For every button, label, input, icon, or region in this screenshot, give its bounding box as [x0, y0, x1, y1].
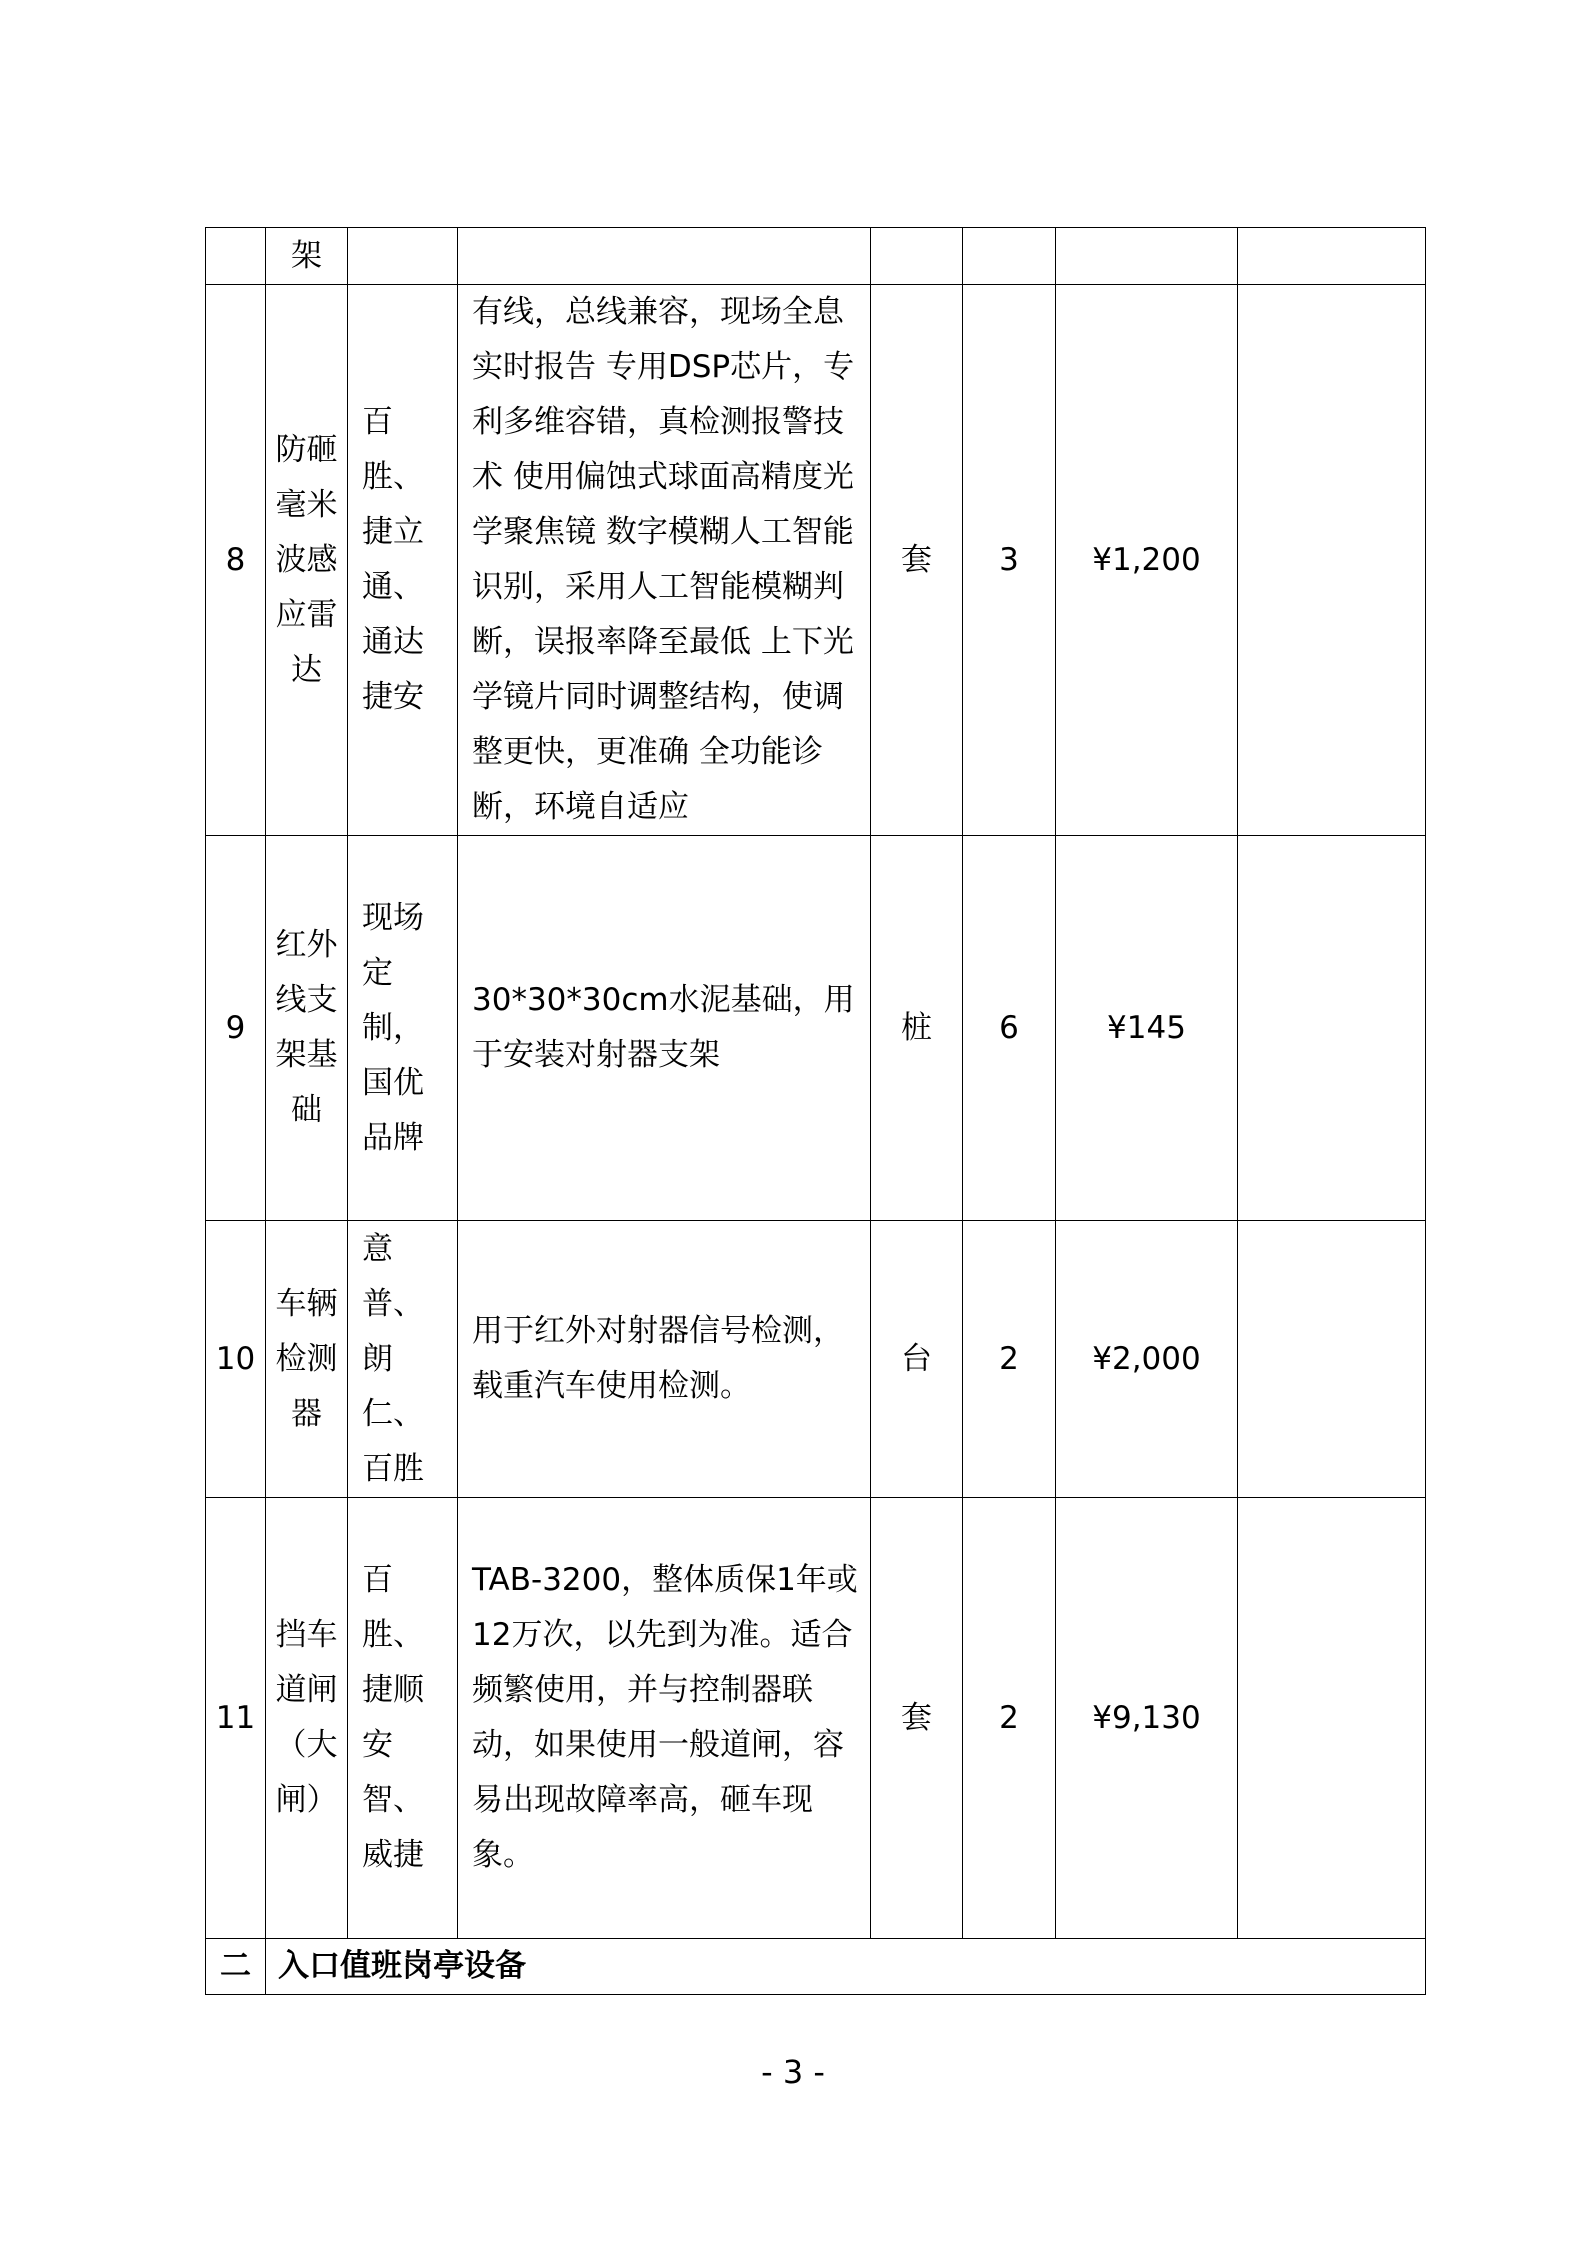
row-brand: 百胜、捷顺安智、威捷	[348, 1498, 458, 1939]
row-brand	[348, 228, 458, 285]
row-qty: 3	[963, 285, 1056, 836]
section-row	[206, 1939, 1426, 1995]
section-title: 入口值班岗亭设备	[266, 1939, 1426, 1995]
row-unit	[871, 228, 963, 285]
page-number: - 3 -	[761, 2053, 825, 2091]
row-remark	[1238, 1221, 1426, 1498]
row-price: ¥1,200	[1056, 285, 1238, 836]
row-qty: 2	[963, 1498, 1056, 1939]
section-number: 二	[206, 1939, 266, 1995]
quote-table	[205, 227, 1426, 1995]
row-spec: 30*30*30cm水泥基础，用于安装对射器支架	[458, 836, 871, 1221]
row-qty: 2	[963, 1221, 1056, 1498]
row-spec	[458, 228, 871, 285]
table-row	[206, 285, 1426, 836]
row-unit: 台	[871, 1221, 963, 1498]
row-price: ¥145	[1056, 836, 1238, 1221]
row-unit: 套	[871, 285, 963, 836]
row-qty	[963, 228, 1056, 285]
row-remark	[1238, 836, 1426, 1221]
row-spec: 用于红外对射器信号检测，载重汽车使用检测。	[458, 1221, 871, 1498]
table-row	[206, 228, 1426, 285]
row-item-name: 挡车道闸（大闸）	[266, 1498, 348, 1939]
row-no: 9	[206, 836, 266, 1221]
row-item-name: 车辆检测器	[266, 1221, 348, 1498]
row-price: ¥9,130	[1056, 1498, 1238, 1939]
row-item-name: 防砸毫米波感应雷达	[266, 285, 348, 836]
row-price: ¥2,000	[1056, 1221, 1238, 1498]
row-brand: 现场定制，国优品牌	[348, 836, 458, 1221]
row-spec: TAB-3200，整体质保1年或12万次，以先到为准。适合频繁使用，并与控制器联动，如果使用一般道闸，容易出现故障率高，砸车现象。	[458, 1498, 871, 1939]
row-unit: 桩	[871, 836, 963, 1221]
row-no	[206, 228, 266, 285]
row-no: 10	[206, 1221, 266, 1498]
row-item-name: 红外线支架基础	[266, 836, 348, 1221]
row-item-name: 架	[266, 228, 348, 285]
table-row	[206, 1221, 1426, 1498]
row-no: 8	[206, 285, 266, 836]
row-no: 11	[206, 1498, 266, 1939]
row-remark	[1238, 285, 1426, 836]
table-row	[206, 1498, 1426, 1939]
table-row	[206, 836, 1426, 1221]
row-qty: 6	[963, 836, 1056, 1221]
row-unit: 套	[871, 1498, 963, 1939]
row-price	[1056, 228, 1238, 285]
row-brand: 意普、朗仁、百胜	[348, 1221, 458, 1498]
row-remark	[1238, 228, 1426, 285]
row-remark	[1238, 1498, 1426, 1939]
row-brand: 百胜、捷立通、通达捷安	[348, 285, 458, 836]
row-spec: 有线，总线兼容，现场全息实时报告 专用DSP芯片，专利多维容错，真检测报警技术 使用偏蚀式球面高精度光学聚焦镜 数字模糊人工智能识别，采用人工智能模糊判断，误报率降至最低 上下光学镜片同时调整结构，使调整更快，更准确 全功能诊断，环境自适应	[458, 285, 871, 836]
